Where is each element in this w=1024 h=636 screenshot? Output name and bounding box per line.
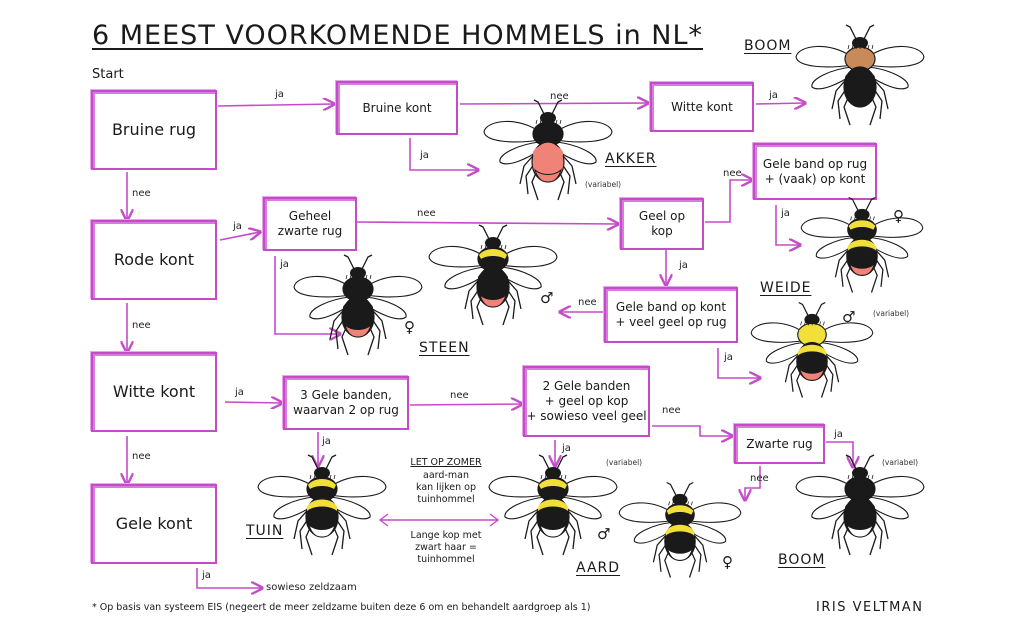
label-ja: ja <box>834 429 843 440</box>
label-ja: ja <box>562 443 571 454</box>
bee-steen-female <box>294 255 422 355</box>
species-tuin: TUIN <box>246 523 284 539</box>
label-nee: nee <box>132 188 151 199</box>
box-witte-kont: Witte kont <box>91 352 217 432</box>
note-text-1: aard-man kan lijken op tuinhommel <box>415 470 476 505</box>
box-witte-kont-2: Witte kont <box>650 82 754 132</box>
label-ja: ja <box>233 221 242 232</box>
label-ja: ja <box>724 352 733 363</box>
note-text-2: Lange kop met zwart haar = tuinhommel <box>410 530 482 565</box>
label-nee: nee <box>662 405 681 416</box>
start-label: Start <box>92 67 124 82</box>
male-symbol: ♂ <box>597 525 611 543</box>
label-ja: ja <box>322 436 331 447</box>
label-nee: nee <box>750 473 769 484</box>
label-nee: nee <box>578 297 597 308</box>
box-twee-gele-banden: 2 Gele banden + geel op kop + sowieso veel geel <box>523 366 650 437</box>
label-ja: ja <box>235 387 244 398</box>
species-akker: AKKER <box>605 151 657 167</box>
box-bruine-rug: Bruine rug <box>91 90 217 170</box>
box-rode-kont: Rode kont <box>91 220 217 300</box>
bee-boom <box>796 25 924 125</box>
label-ja: ja <box>202 570 211 581</box>
box-geheel-zwart: Geheel zwarte rug <box>263 197 357 251</box>
male-symbol: ♂ <box>540 289 554 307</box>
label-nee: nee <box>417 208 436 219</box>
page-title: 6 MEEST VOORKOMENDE HOMMELS in NL* <box>92 20 704 51</box>
variabel-label: (variabel) <box>585 180 622 189</box>
species-steen: STEEN <box>419 340 470 356</box>
variabel-label: (variabel) <box>882 458 919 467</box>
box-geel-op-kop: Geel op kop <box>620 198 704 250</box>
label-ja: ja <box>781 208 790 219</box>
bee-tuin <box>258 455 386 555</box>
bee-steen-male <box>429 225 557 325</box>
box-zwarte-rug: Zwarte rug <box>734 424 825 464</box>
box-drie-gele-banden: 3 Gele banden, waarvan 2 op rug <box>283 376 409 430</box>
label-nee: nee <box>723 168 742 179</box>
label-sowieso-zeldzaam: sowieso zeldzaam <box>266 582 357 593</box>
label-nee: nee <box>450 390 469 401</box>
label-ja: ja <box>769 90 778 101</box>
box-gele-band-rug: Gele band op rug + (vaak) op kont <box>753 143 877 200</box>
label-ja: ja <box>420 150 429 161</box>
footnote: * Op basis van systeem EIS (negeert de meer zeldzame buiten deze 6 om en behandelt aardgroep als 1) <box>92 602 591 613</box>
author: IRIS VELTMAN <box>816 600 924 615</box>
label-ja: ja <box>280 259 289 270</box>
label-nee: nee <box>550 91 569 102</box>
label-nee: nee <box>132 451 151 462</box>
species-aard: AARD <box>576 560 621 576</box>
species-weide: WEIDE <box>760 280 812 296</box>
bee-boom-2 <box>796 455 924 555</box>
female-symbol: ♀ <box>404 318 415 336</box>
box-bruine-kont: Bruine kont <box>336 81 458 135</box>
label-ja: ja <box>275 89 284 100</box>
bee-weide-female <box>801 198 923 293</box>
species-boom-2: BOOM <box>778 552 826 568</box>
note-heading: LET OP ZOMER <box>410 457 482 468</box>
variabel-label: (variabel) <box>606 458 643 467</box>
species-boom: BOOM <box>744 38 792 54</box>
label-nee: nee <box>132 320 151 331</box>
male-symbol: ♂ <box>842 308 856 326</box>
box-gele-band-kont: Gele band op kont + veel geel op rug <box>604 287 738 343</box>
variabel-label: (variabel) <box>873 309 910 318</box>
female-symbol: ♀ <box>893 207 904 225</box>
box-gele-kont: Gele kont <box>91 484 217 564</box>
label-ja: ja <box>679 260 688 271</box>
female-symbol: ♀ <box>722 553 733 571</box>
